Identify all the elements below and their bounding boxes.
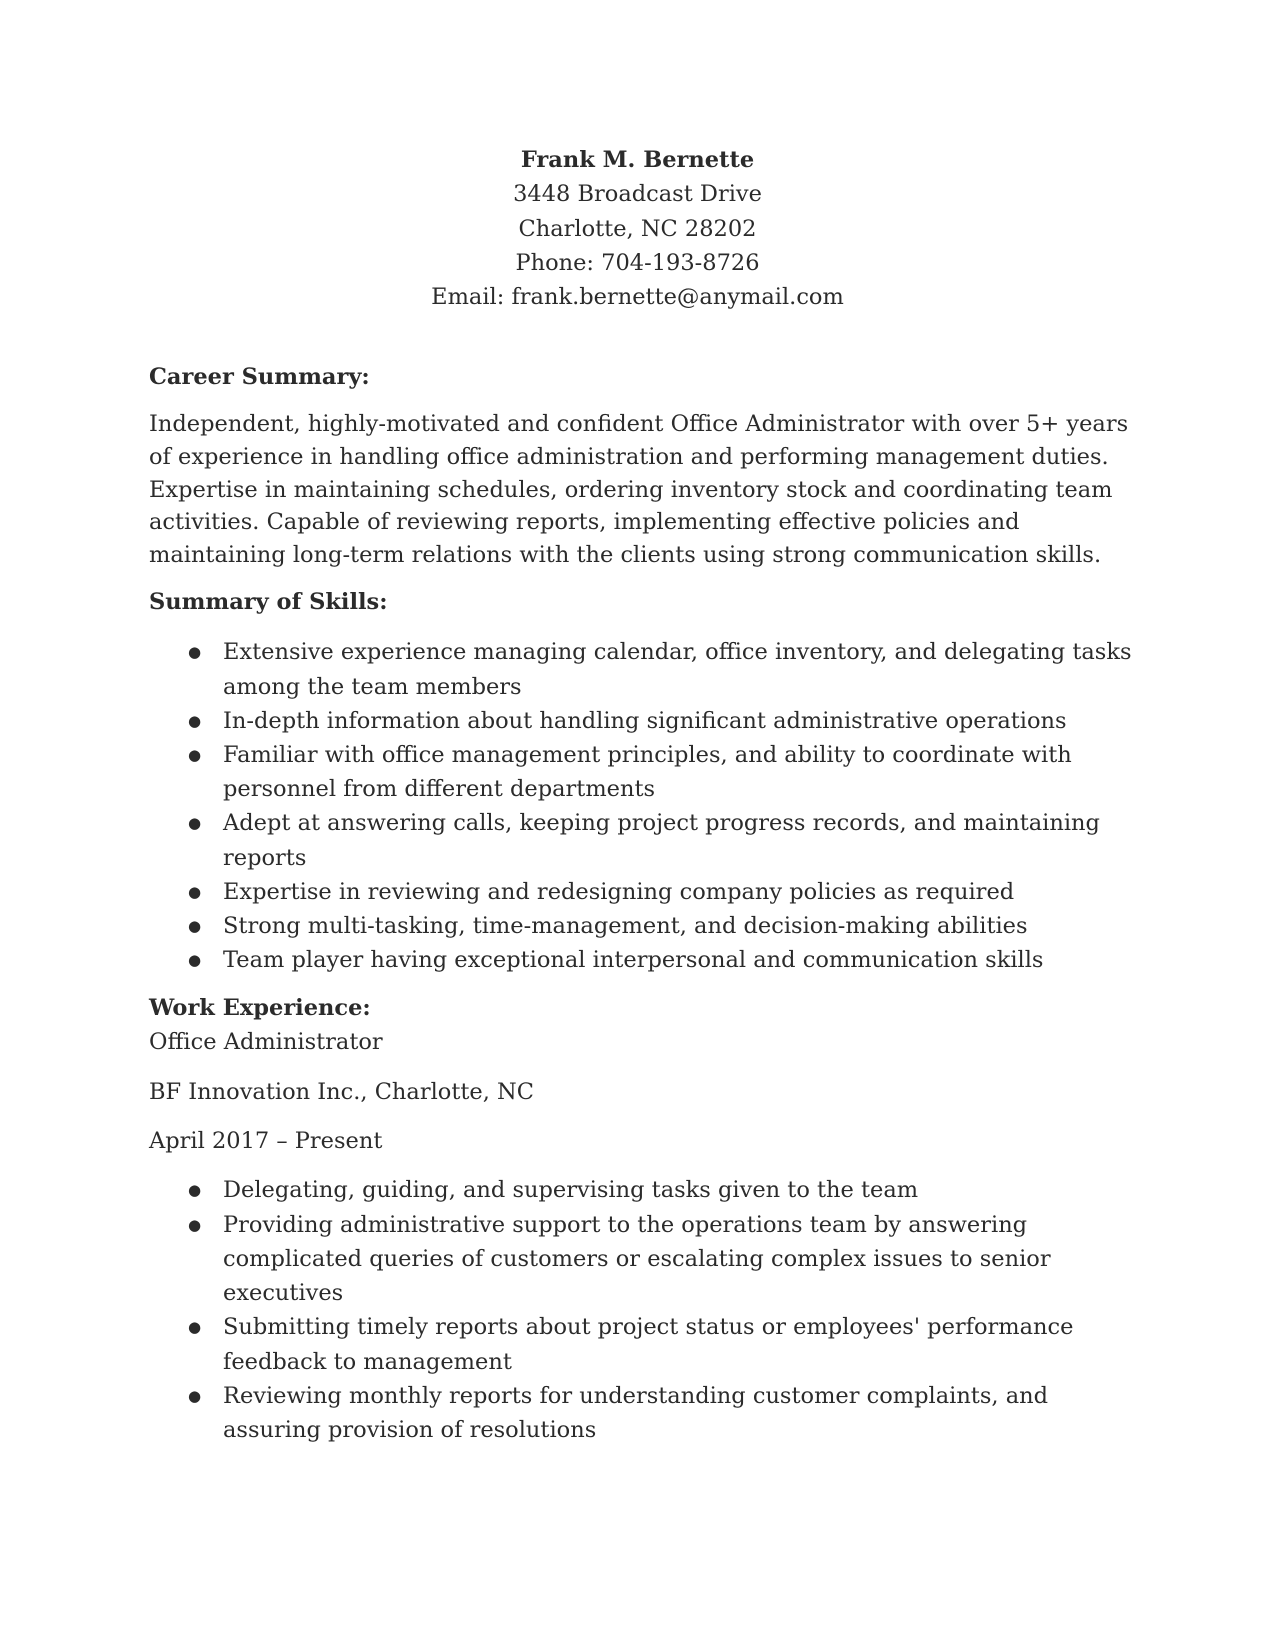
skills-heading: Summary of Skills: (149, 589, 388, 616)
career-summary-text: Independent, highly-motivated and confident Office Administrator with over 5+ years of experience in handling office administration and performing management duties. Expertise in maintaining schedules, ordering inventory stock and coordinating team activities. Capable of reviewing reports, implementing effective policies and maintaining long-term relations with the clients using strong communication skills. (149, 411, 1129, 568)
bullet-icon: ● (188, 1386, 202, 1405)
bullet-icon: ● (188, 1181, 202, 1200)
list-item: ● Reviewing monthly reports for understanding customer complaints, and assuring provision of resolutions (149, 1379, 1139, 1447)
bullet-icon: ● (188, 917, 202, 936)
list-item: ● Delegating, guiding, and supervising tasks given to the team (149, 1173, 1139, 1207)
list-item: ● Team player having exceptional interpersonal and communication skills (149, 943, 1139, 977)
contact-header (0, 143, 1275, 314)
bullet-icon: ● (188, 746, 202, 765)
phone-number: Phone: 704-193-8726 (515, 249, 760, 276)
address-line-2: Charlotte, NC 28202 (518, 215, 757, 242)
list-item: ● Submitting timely reports about project status or employees' performance feedback to management (149, 1310, 1139, 1378)
work-experience-heading: Work Experience: (149, 995, 371, 1022)
candidate-name: Frank M. Bernette (520, 147, 755, 173)
bullet-icon: ● (188, 951, 202, 970)
bullet-icon: ● (188, 711, 202, 730)
list-item: ● Strong multi-tasking, time-management, and decision-making abilities (149, 909, 1139, 943)
resume-page (149, 143, 1139, 1447)
bullet-icon: ● (188, 882, 202, 901)
job-title: Office Administrator (149, 1029, 383, 1056)
bullet-icon: ● (188, 814, 202, 833)
list-item: ● Providing administrative support to the operations team by answering complicated queries of customers or escalating complex issues to senior executives (149, 1208, 1139, 1311)
bullet-icon: ● (188, 1318, 202, 1337)
list-item: ● Adept at answering calls, keeping project progress records, and maintaining reports (149, 806, 1139, 874)
list-item: ● Expertise in reviewing and redesigning company policies as required (149, 875, 1139, 909)
bullet-icon: ● (188, 643, 202, 662)
company-location: BF Innovation Inc., Charlotte, NC (149, 1079, 534, 1106)
employment-dates: April 2017 – Present (149, 1128, 383, 1155)
list-item: ● Extensive experience managing calendar, office inventory, and delegating tasks among the team members (149, 635, 1139, 703)
career-summary-heading: Career Summary: (149, 364, 370, 391)
email-address: Email: frank.bernette@anymail.com (431, 284, 844, 311)
skills-list (149, 635, 1139, 977)
list-item: ● In-depth information about handling significant administrative operations (149, 704, 1139, 738)
list-item: ● Familiar with office management principles, and ability to coordinate with personnel from different departments (149, 738, 1139, 806)
address-line-1: 3448 Broadcast Drive (513, 181, 762, 208)
bullet-icon: ● (188, 1215, 202, 1234)
responsibilities-list (149, 1173, 1139, 1447)
